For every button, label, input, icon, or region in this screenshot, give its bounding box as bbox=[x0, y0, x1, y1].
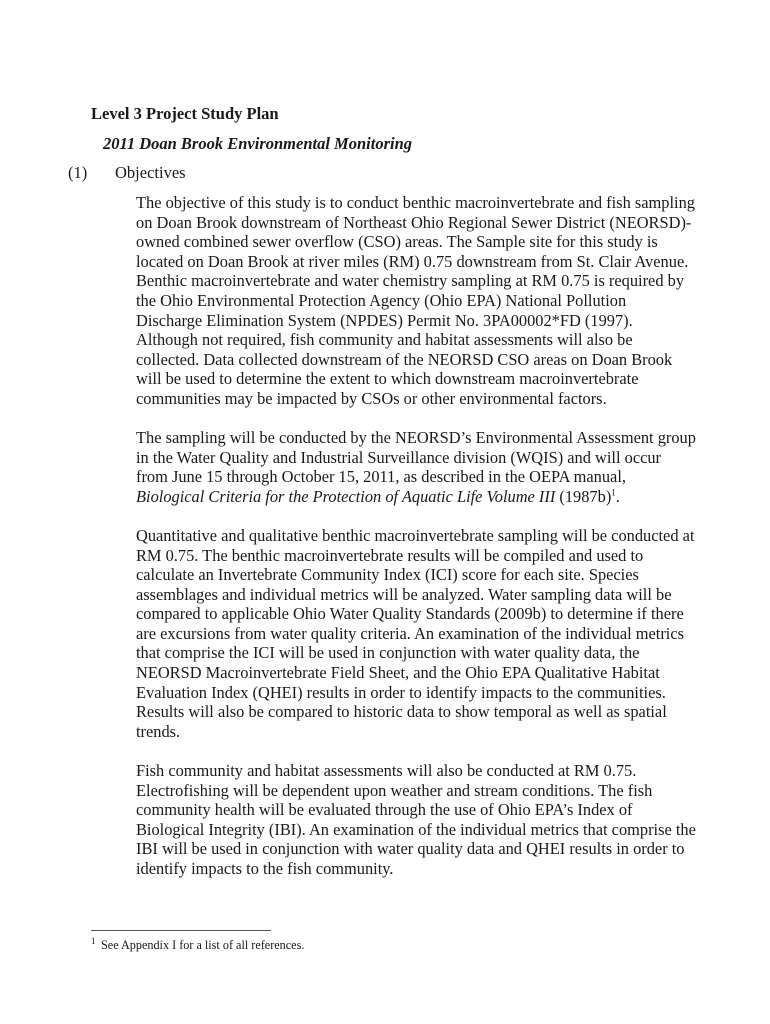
page-subtitle: 2011 Doan Brook Environmental Monitoring bbox=[103, 134, 412, 153]
footnote: $^1$ See Appendix I for a list of all references. bbox=[91, 935, 305, 952]
paragraph-sampling-citation: (1987b) bbox=[555, 486, 612, 506]
paragraph-sampling-lead: The sampling will be conducted by the NEORSD’s Environmental Assessment group in the Water Quality and Industrial Surveillance division (WQIS) and will occur from June 15 through October 15, 2011, as described in the OEPA manual, bbox=[136, 428, 696, 487]
section-number: (1) bbox=[68, 163, 88, 182]
paragraph-fish: Fish community and habitat assessments will also be conducted at RM 0.75. Electrofishing will be dependent upon weather and stream conditions. The fish community health will be evaluated through the use of Ohio EPA’s Index of Biological Integrity (IBI). An examination of the individual metrics that comprise the IBI will be used in conjunction with water quality data and QHEI results in order to identify impacts to the fish community. bbox=[136, 760, 696, 878]
footnote-divider bbox=[91, 930, 271, 931]
section-heading bbox=[68, 163, 368, 183]
footnote-text: See Appendix I for a list of all references. bbox=[101, 938, 305, 952]
manual-title: Biological Criteria for the Protection of Aquatic Life Volume III bbox=[136, 486, 556, 506]
paragraph-sampling-end: . bbox=[615, 486, 620, 506]
paragraph-macroinvertebrate: Quantitative and qualitative benthic macroinvertebrate sampling will be conducted at RM 0.75. The benthic macroinvertebrate results will be compiled and used to calculate an Invertebrate Community Index (ICI) score for each site. Species assemblages and individual metrics will be analyzed. Water sampling data will be compared to applicable Ohio Water Quality Standards (2009b) to determine if there are excursions from water quality criteria. An examination of the individual metrics that comprise the ICI will be used in conjunction with water quality data, the NEORSD Macroinvertebrate Field Sheet, and the Ohio EPA Qualitative Habitat Evaluation Index (QHEI) results in order to identify impacts to the communities. Results will also be compared to historic data to show temporal as well as spatial trends. bbox=[136, 525, 695, 741]
paragraph-objective: The objective of this study is to conduct benthic macroinvertebrate and fish sampling on Doan Brook downstream of Northeast Ohio Regional Sewer District (NEORSD)-owned combined sewer overflow (CSO) areas. The Sample site for this study is located on Doan Brook at river miles (RM) 0.75 downstream from St. Clair Avenue. Benthic macroinvertebrate and water chemistry sampling at RM 0.75 is required by the Ohio Environmental Protection Agency (Ohio EPA) National Pollution Discharge Elimination System (NPDES) Permit No. 3PA00002*FD (1997). Although not required, fish community and habitat assessments will also be collected. Data collected downstream of the NEORSD CSO areas on Doan Brook will be used to determine the extent to which downstream macroinvertebrate communities may be impacted by CSOs or other environmental factors. bbox=[136, 193, 695, 408]
footnote-reference[interactable]: 1 bbox=[611, 487, 616, 498]
section-body bbox=[136, 193, 696, 898]
page-title: Level 3 Project Study Plan bbox=[91, 104, 279, 123]
section-title: Objectives bbox=[115, 163, 186, 182]
paragraph-sampling bbox=[136, 428, 696, 506]
